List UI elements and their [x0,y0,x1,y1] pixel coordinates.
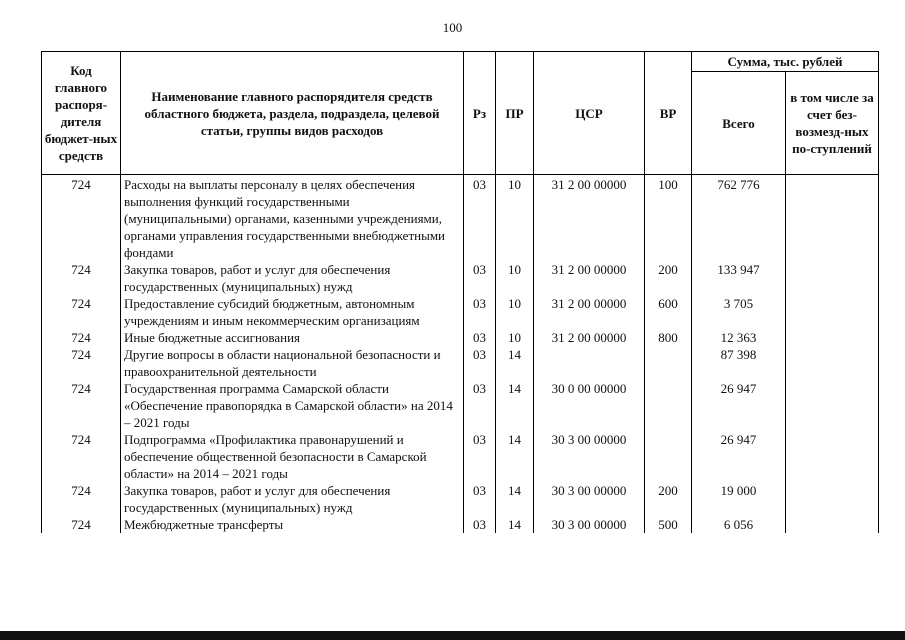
cell-rz: 03 [464,175,496,262]
cell-total: 762 776 [692,175,786,262]
cell-vr [645,380,692,431]
cell-total: 3 705 [692,295,786,329]
cell-pr: 14 [496,482,534,516]
cell-csr: 31 2 00 00000 [534,329,645,346]
table-row [42,175,879,262]
cell-total: 26 947 [692,380,786,431]
cell-pr: 14 [496,516,534,533]
cell-incl [786,346,879,380]
header-code: Код главного распоря-дителя бюджет-ных средств [42,52,121,175]
cell-rz: 03 [464,346,496,380]
header-pr: ПР [496,52,534,175]
cell-code: 724 [42,295,121,329]
header-incl: в том числе за счет без-возмезд-ных по-ступлений [786,72,879,175]
header-name: Наименование главного распорядителя средств областного бюджета, раздела, подраздела, целевой статьи, группы видов расходов [121,52,464,175]
table-row [42,261,879,295]
cell-csr: 31 2 00 00000 [534,295,645,329]
cell-total: 12 363 [692,329,786,346]
cell-total: 6 056 [692,516,786,533]
cell-incl [786,380,879,431]
cell-name: Расходы на выплаты персоналу в целях обеспечения выполнения функций государственными (муниципальными) органами, казенными учреждениями, органами управления государственными внебюджетными фондами [121,175,464,262]
table-row [42,329,879,346]
cell-total: 133 947 [692,261,786,295]
cell-code: 724 [42,329,121,346]
cell-name: Другие вопросы в области национальной безопасности и правоохранительной деятельности [121,346,464,380]
cell-rz: 03 [464,431,496,482]
cell-csr: 31 2 00 00000 [534,261,645,295]
cell-vr: 200 [645,261,692,295]
cell-rz: 03 [464,516,496,533]
cell-pr: 14 [496,380,534,431]
cell-csr: 30 0 00 00000 [534,380,645,431]
cell-rz: 03 [464,295,496,329]
header-total: Всего [692,72,786,175]
cell-incl [786,516,879,533]
cell-incl [786,431,879,482]
header-vr: ВР [645,52,692,175]
cell-incl [786,329,879,346]
header-rz: Рз [464,52,496,175]
cell-name: Подпрограмма «Профилактика правонарушений и обеспечение общественной безопасности в Самарской области» на 2014 – 2021 годы [121,431,464,482]
budget-table [41,51,879,533]
cell-csr [534,346,645,380]
cell-name: Закупка товаров, работ и услуг для обеспечения государственных (муниципальных) нужд [121,261,464,295]
cell-code: 724 [42,261,121,295]
cell-code: 724 [42,431,121,482]
cell-csr: 30 3 00 00000 [534,516,645,533]
cell-pr: 10 [496,175,534,262]
cell-csr: 30 3 00 00000 [534,482,645,516]
cell-vr [645,431,692,482]
header-sum: Сумма, тыс. рублей [692,52,879,72]
cell-vr: 200 [645,482,692,516]
cell-vr [645,346,692,380]
cell-vr: 100 [645,175,692,262]
cell-total: 19 000 [692,482,786,516]
table-row [42,431,879,482]
table-row [42,380,879,431]
cell-name: Иные бюджетные ассигнования [121,329,464,346]
cell-name: Межбюджетные трансферты [121,516,464,533]
cell-vr: 800 [645,329,692,346]
cell-total: 87 398 [692,346,786,380]
cell-pr: 10 [496,295,534,329]
cell-vr: 600 [645,295,692,329]
cell-rz: 03 [464,380,496,431]
cell-rz: 03 [464,329,496,346]
cell-rz: 03 [464,482,496,516]
cell-name: Закупка товаров, работ и услуг для обеспечения государственных (муниципальных) нужд [121,482,464,516]
scan-bottom-edge [0,631,905,640]
cell-incl [786,295,879,329]
table-row [42,346,879,380]
cell-vr: 500 [645,516,692,533]
cell-csr: 31 2 00 00000 [534,175,645,262]
cell-name: Предоставление субсидий бюджетным, автономным учреждениям и иным некоммерческим организациям [121,295,464,329]
table-row [42,482,879,516]
cell-code: 724 [42,175,121,262]
cell-incl [786,261,879,295]
cell-rz: 03 [464,261,496,295]
cell-name: Государственная программа Самарской области «Обеспечение правопорядка в Самарской области» на 2014 – 2021 годы [121,380,464,431]
cell-pr: 10 [496,261,534,295]
cell-pr: 14 [496,346,534,380]
cell-code: 724 [42,482,121,516]
cell-code: 724 [42,380,121,431]
cell-code: 724 [42,346,121,380]
table-row [42,516,879,533]
cell-csr: 30 3 00 00000 [534,431,645,482]
table-row [42,295,879,329]
cell-incl [786,175,879,262]
header-csr: ЦСР [534,52,645,175]
cell-pr: 10 [496,329,534,346]
cell-incl [786,482,879,516]
page-number: 100 [442,20,463,35]
cell-code: 724 [42,516,121,533]
cell-total: 26 947 [692,431,786,482]
cell-pr: 14 [496,431,534,482]
